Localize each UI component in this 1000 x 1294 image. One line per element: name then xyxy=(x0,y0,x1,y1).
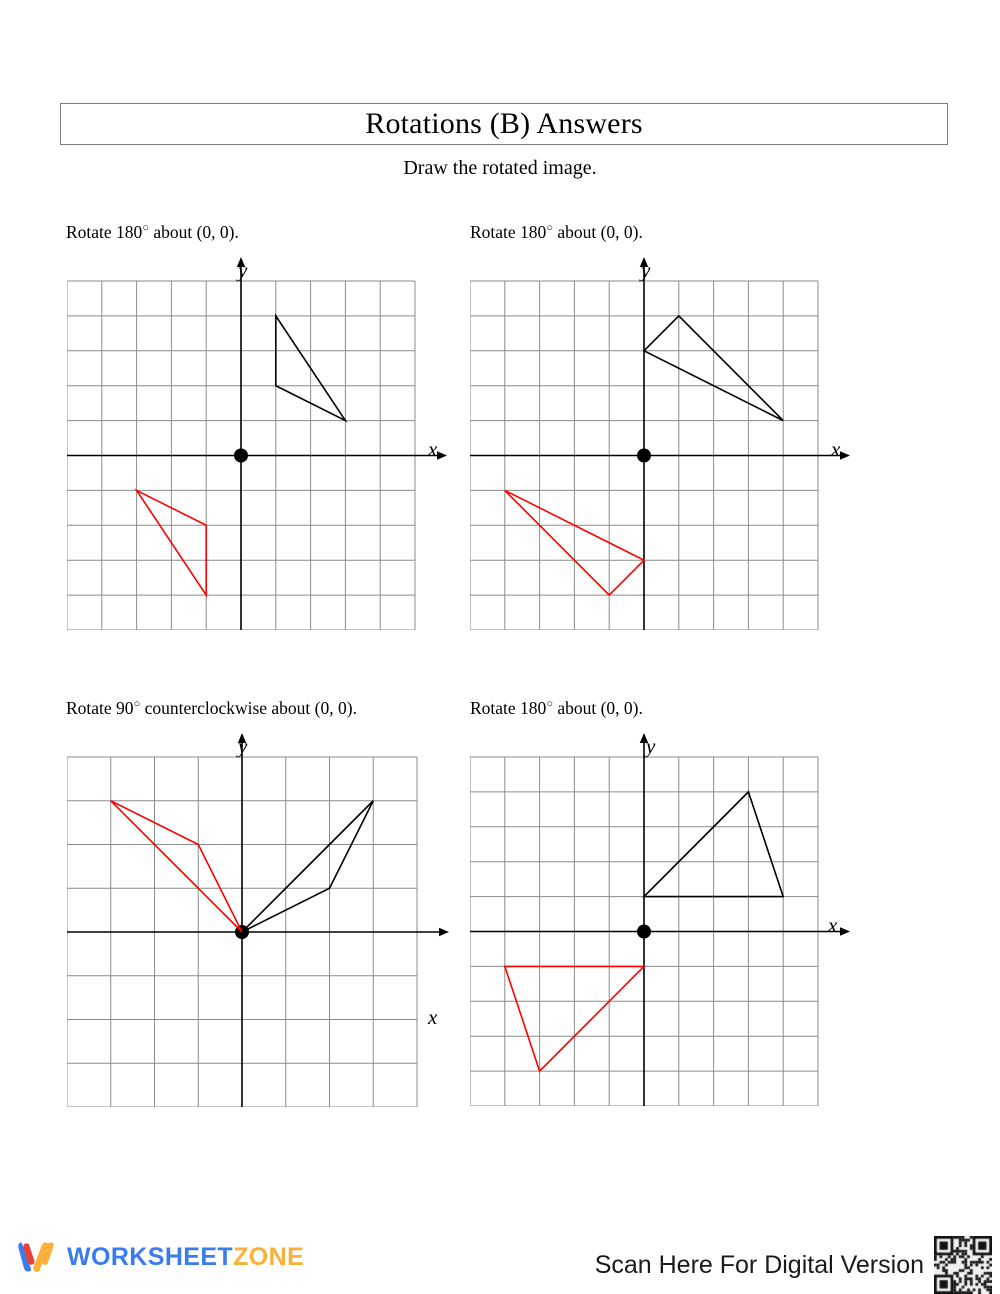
problem-1-x-axis-label: x xyxy=(428,437,438,461)
problem-4-prompt xyxy=(470,698,643,719)
problem-2-coordinate-grid xyxy=(470,247,852,630)
worksheet-zone-logo[interactable] xyxy=(18,1238,304,1276)
problem-1-prompt xyxy=(66,222,239,243)
problem-1-y-axis-label: y xyxy=(238,258,248,282)
problem-3-rotated-image-shape xyxy=(111,801,242,932)
problem-2-prompt-post: about (0, 0). xyxy=(552,222,643,242)
problem-1-svg xyxy=(67,247,449,630)
problem-1-coordinate-grid xyxy=(67,247,449,630)
problem-3-x-axis-label: x xyxy=(428,1005,438,1029)
problem-3-svg xyxy=(67,723,451,1107)
problem-3-axes xyxy=(67,733,449,1107)
logo-word-worksheet: WORKSHEET xyxy=(67,1242,234,1271)
problem-2-axes xyxy=(470,257,850,630)
degree-icon: ○ xyxy=(546,222,553,234)
logo-word-zone: ZONE xyxy=(233,1242,305,1271)
problem-4-axes xyxy=(470,733,850,1106)
problem-2-x-axis-label: x xyxy=(831,437,841,461)
problem-1-prompt-post: about (0, 0). xyxy=(148,222,239,242)
problem-3-y-axis-label: y xyxy=(238,734,248,758)
problem-4-y-axis-label: y xyxy=(646,734,656,758)
problem-3-prompt xyxy=(66,698,357,719)
degree-icon: ○ xyxy=(142,222,149,234)
logo-wordmark xyxy=(67,1243,304,1272)
problem-3-coordinate-grid xyxy=(67,723,451,1107)
problem-4-prompt-pre: Rotate 180 xyxy=(470,698,547,718)
problem-4-svg xyxy=(470,723,852,1106)
problem-1-origin-point xyxy=(234,449,248,463)
page-title: Rotations (B) Answers xyxy=(365,107,643,140)
scan-cta[interactable] xyxy=(595,1236,992,1294)
worksheet-instruction: Draw the rotated image. xyxy=(403,157,597,179)
problem-2-prompt-pre: Rotate 180 xyxy=(470,222,547,242)
problem-3-prompt-post: counterclockwise about (0, 0). xyxy=(140,698,357,718)
logo-v-mark-icon xyxy=(18,1238,58,1276)
worksheet-title-box xyxy=(60,103,948,145)
qr-code-icon[interactable] xyxy=(934,1236,992,1294)
problem-3-prompt-pre: Rotate 90 xyxy=(66,698,134,718)
problem-2-svg xyxy=(470,247,852,630)
degree-icon: ○ xyxy=(133,698,141,710)
problem-4-coordinate-grid xyxy=(470,723,852,1106)
problem-1-axes xyxy=(67,257,447,630)
scan-label: Scan Here For Digital Version xyxy=(594,1250,924,1279)
problem-4-origin-point xyxy=(637,925,651,939)
problem-3-preimage-shape xyxy=(242,801,373,932)
problem-4-x-axis-label: x xyxy=(828,913,838,937)
page-footer xyxy=(0,1228,1000,1294)
degree-icon: ○ xyxy=(546,698,553,710)
problem-2-y-axis-label: y xyxy=(641,258,651,282)
problem-4-prompt-post: about (0, 0). xyxy=(552,698,643,718)
problem-2-prompt xyxy=(470,222,643,243)
problem-2-origin-point xyxy=(637,449,651,463)
problem-1-prompt-pre: Rotate 180 xyxy=(66,222,143,242)
